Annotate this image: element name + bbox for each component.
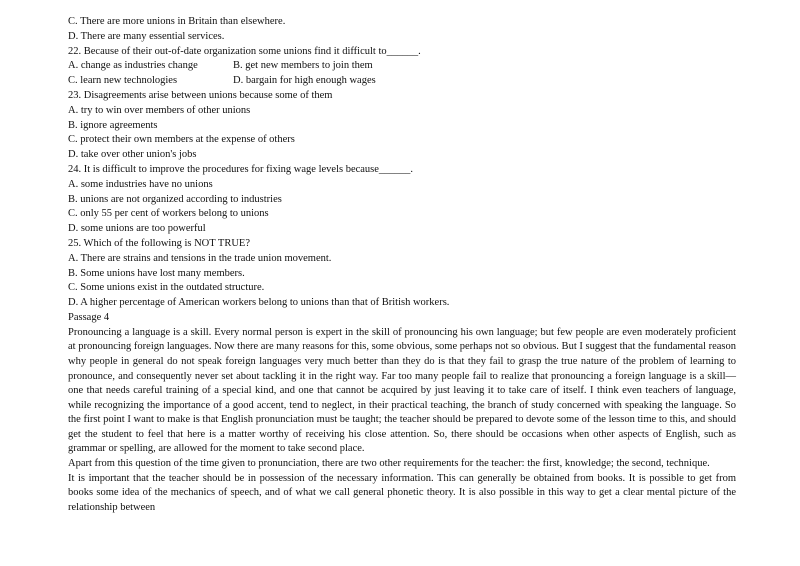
q24-option-a: A. some industries have no unions — [68, 178, 213, 190]
question-23: 23. Disagreements arise between unions because some of them — [68, 89, 333, 101]
document-page — [68, 15, 736, 515]
q22-options-row-1 — [68, 59, 736, 74]
q23-option-a: A. try to win over members of other unions — [68, 104, 251, 116]
q24-option-c: C. only 55 per cent of workers belong to unions — [68, 208, 269, 220]
passage-heading: Passage 4 — [68, 311, 110, 323]
q25-option-a: A. There are strains and tensions in the trade union movement. — [68, 252, 332, 264]
q22-option-d: D. bargain for high enough wages — [233, 75, 376, 87]
q24-option-d: D. some unions are too powerful — [68, 223, 206, 235]
passage-paragraph-2: Apart from this question of the time given to pronunciation, there are two other requirements for the teacher: the first, knowledge; the second, technique. — [68, 458, 710, 470]
q22-option-a: A. change as industries change — [68, 60, 198, 72]
q23-option-b: B. ignore agreements — [68, 119, 158, 131]
option-line-d: D. There are many essential services. — [68, 30, 225, 42]
question-24: 24. It is difficult to improve the procedures for fixing wage levels because______. — [68, 163, 414, 175]
q22-options-row-2 — [68, 74, 736, 89]
q23-option-c: C. protect their own members at the expense of others — [68, 134, 295, 146]
question-25: 25. Which of the following is NOT TRUE? — [68, 237, 250, 249]
q23-option-d: D. take over other union's jobs — [68, 149, 197, 161]
question-22: 22. Because of their out-of-date organization some unions find it difficult to______. — [68, 45, 421, 57]
option-line-c: C. There are more unions in Britain than elsewhere. — [68, 16, 286, 27]
passage-paragraph-1: Pronouncing a language is a skill. Every normal person is expert in the skill of pronouncing his own language; but few people are even moderately proficient at pronouncing foreign languages. Now there are many reasons for this, some obvious, some perhaps not so obvious. But I suggest that the fundamental reason why people in general do not speak foreign languages very much better than they do is that they fail to grasp the true nature of the problem of learning to pronounce, and consequently never set about tackling it in the right way. Far too many people fail to realize that pronouncing a foreign language is a skill—one that needs careful training of a special kind, and one that cannot be acquired by just leaving it to take care of itself. I think even teachers of language, while recognizing the importance of a good accent, tend to neglect, in their practical teaching, the branch of study concerned with speaking the language. So the first point I want to make is that English pronunciation must be taught; the teacher should be prepared to devote some of the lesson time to this, and should get the student to feel that here is a matter worthy of receiving his close attention. So, there should be occasions when other aspects of English, such as grammar or spelling, are allowed for the moment to take second place. — [68, 326, 736, 455]
q22-option-b: B. get new members to join them — [233, 60, 373, 72]
passage-paragraph-3: It is important that the teacher should be in possession of the necessary information. This can generally be obtained from books. It is possible to get from books some idea of the mechanics of speech, and of what we call general phonetic theory. It is also possible in this way to get a clear mental picture of the relationship between — [68, 472, 736, 513]
q24-option-b: B. unions are not organized according to industries — [68, 193, 282, 205]
q25-option-c: C. Some unions exist in the outdated structure. — [68, 282, 265, 294]
q22-option-c: C. learn new technologies — [68, 75, 178, 87]
q25-option-d: D. A higher percentage of American workers belong to unions than that of British workers. — [68, 297, 450, 309]
q25-option-b: B. Some unions have lost many members. — [68, 267, 245, 279]
